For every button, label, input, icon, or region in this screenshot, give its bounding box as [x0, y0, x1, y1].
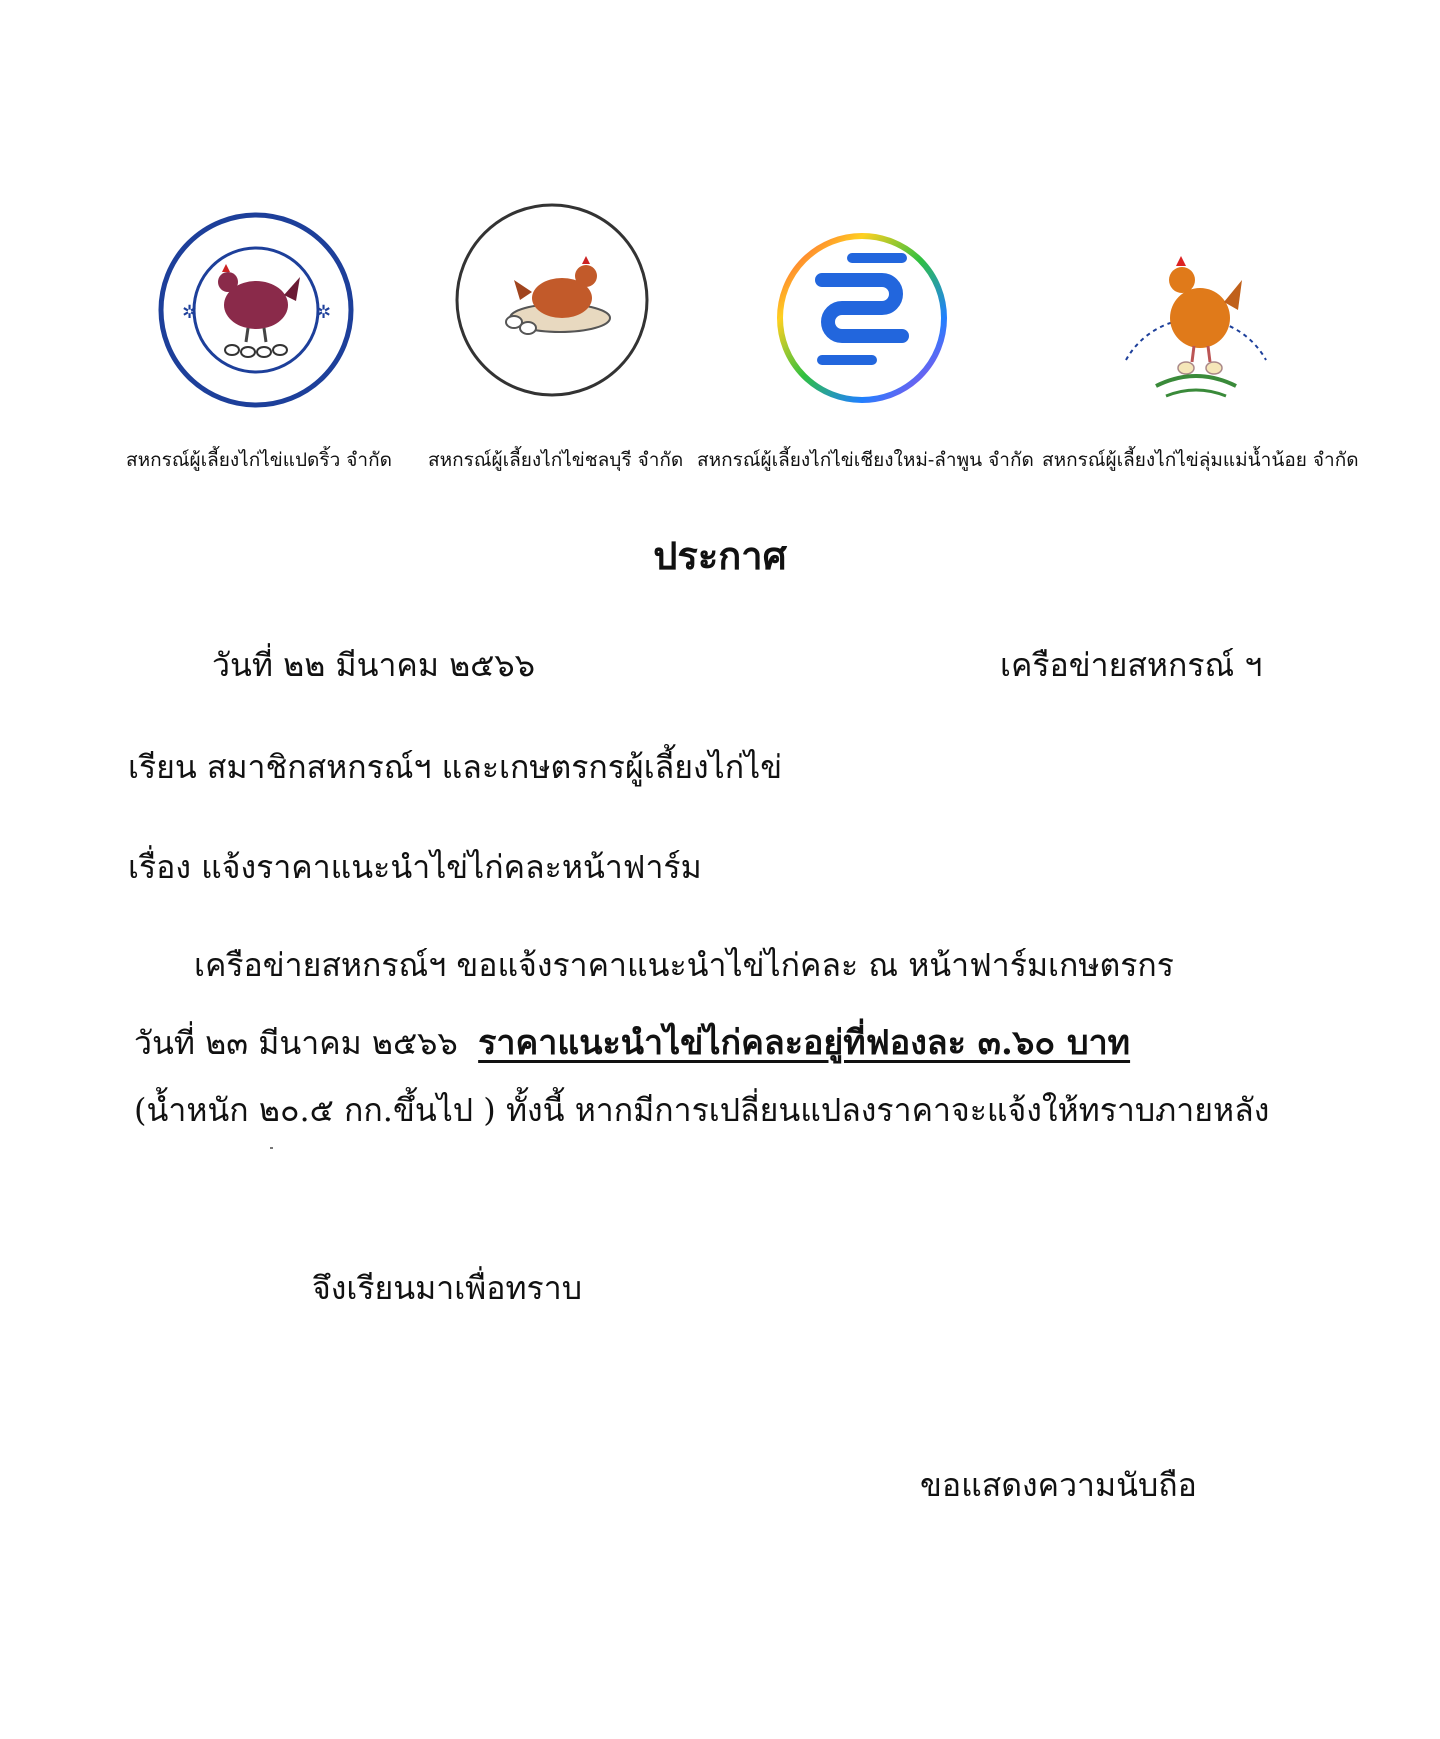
- document-date: วันที่ ๒๒ มีนาคม ๒๕๖๖: [212, 646, 536, 684]
- logos-row: [0, 210, 1440, 480]
- logo-paet-riw: [156, 210, 356, 410]
- document-recipient: เรียน สมาชิกสหกรณ์ฯ และเกษตรกรผู้เลี้ยงไก่ไข่: [128, 748, 783, 786]
- logo-chiangmai-lamphun: [762, 210, 962, 410]
- svg-text:✲: ✲: [182, 302, 198, 323]
- body-line-3: (น้ำหนัก ๒๐.๕ กก.ขึ้นไป ) ทั้งนี้ หากมีการเปลี่ยนแปลงราคาจะแจ้งให้ทราบภายหลัง: [134, 1091, 1270, 1129]
- mae-nam-noi-seal-icon: [1096, 210, 1296, 410]
- logo-caption-chiangmai-lamphun: สหกรณ์ผู้เลี้ยงไก่ไข่เชียงใหม่-ลำพูน จำกัด: [697, 449, 1034, 471]
- recommended-price: ราคาแนะนำไข่ไก่คละอยู่ที่ฟองละ ๓.๖๐ บาท: [478, 1023, 1131, 1063]
- logo-caption-mae-nam-noi: สหกรณ์ผู้เลี้ยงไก่ไข่ลุ่มแม่น้ำน้อย จำกัด: [1042, 449, 1359, 471]
- logo-chonburi: [452, 200, 652, 400]
- logo-caption-chonburi: สหกรณ์ผู้เลี้ยงไก่ไข่ชลบุรี จำกัด: [428, 449, 684, 471]
- logo-mae-nam-noi: [1096, 210, 1296, 410]
- closing-line: จึงเรียนมาเพื่อทราบ: [312, 1269, 582, 1307]
- document-issuer: เครือข่ายสหกรณ์ ฯ: [1000, 646, 1263, 684]
- logo-caption-paet-riw: สหกรณ์ผู้เลี้ยงไก่ไข่แปดริ้ว จำกัด: [126, 449, 392, 471]
- page-title: ประกาศ: [653, 533, 787, 578]
- signoff: ขอแสดงความนับถือ: [920, 1466, 1197, 1504]
- chonburi-seal-icon: [452, 200, 652, 400]
- body-line-1: เครือข่ายสหกรณ์ฯ ขอแจ้งราคาแนะนำไข่ไก่คละ ณ หน้าฟาร์มเกษตรกร: [194, 946, 1174, 984]
- body-line-2-date: วันที่ ๒๓ มีนาคม ๒๕๖๖: [134, 1024, 458, 1062]
- document-subject: เรื่อง แจ้งราคาแนะนำไข่ไก่คละหน้าฟาร์ม: [128, 848, 702, 886]
- chiangmai-lamphun-seal-icon: [762, 210, 962, 410]
- paet-riw-seal-icon: [156, 210, 356, 410]
- svg-text:✲: ✲: [316, 302, 332, 323]
- scan-speck: [270, 1147, 273, 1149]
- body-line-2: [134, 1015, 1130, 1069]
